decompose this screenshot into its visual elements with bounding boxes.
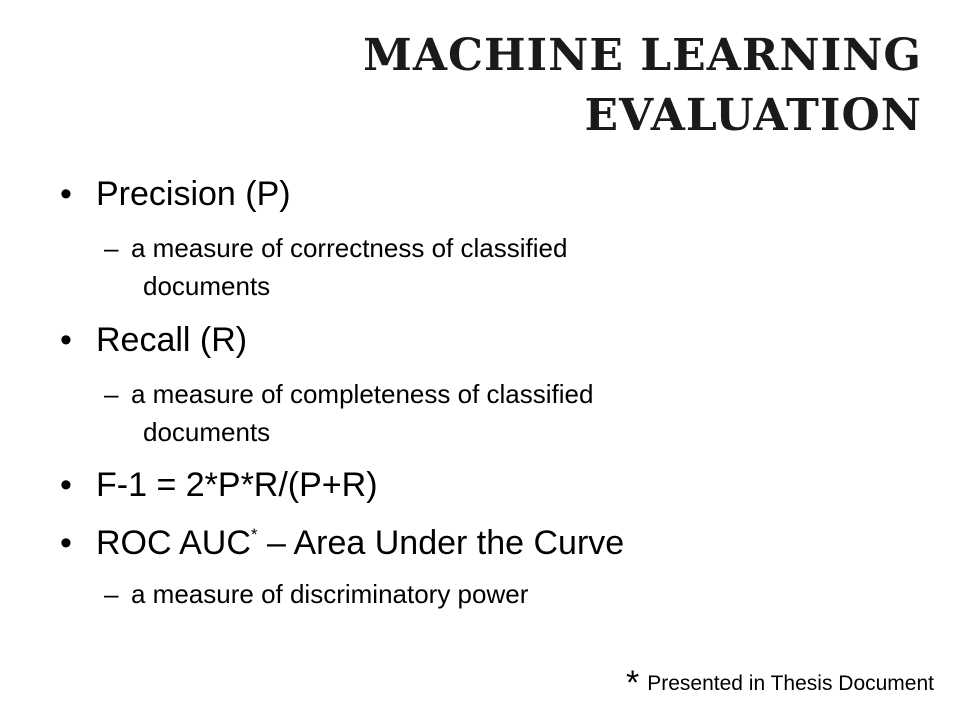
- sub-precision-line-2: documents: [143, 271, 271, 301]
- bullet-dot: •: [60, 524, 72, 562]
- bullet-dot: •: [60, 175, 72, 213]
- bullet-dot: •: [60, 321, 72, 359]
- footnote-text: Presented in Thesis Document: [647, 672, 934, 695]
- slide-title: [363, 26, 922, 146]
- footnote: [626, 660, 934, 702]
- bullet-roc-auc-text: [96, 524, 624, 563]
- bullet-f1-label: F-1 = 2*P*R/(P+R): [96, 466, 378, 504]
- sub-dash: –: [104, 379, 119, 409]
- slide-title-line-2: EVALUATION: [584, 90, 922, 141]
- bullet-roc-auc-label: ROC AUC: [96, 524, 251, 562]
- slide-title-line-1: MACHINE LEARNING: [363, 30, 922, 81]
- sub-dash: –: [104, 233, 119, 263]
- sub-recall-line-2: documents: [143, 417, 271, 447]
- sub-precision-line-1: a measure of correctness of classified: [131, 233, 568, 263]
- footnote-star: *: [626, 664, 640, 702]
- bullet-dot: •: [60, 466, 72, 504]
- sub-roc-auc-line-1: a measure of discriminatory power: [131, 579, 529, 609]
- bullet-recall-label: Recall (R): [96, 321, 248, 359]
- sub-recall-line-1: a measure of completeness of classified: [131, 379, 594, 409]
- footnote-marker: *: [250, 525, 258, 544]
- bullet-precision-label: Precision (P): [96, 175, 291, 213]
- bullet-roc-auc-label-rest: – Area Under the Curve: [257, 524, 625, 562]
- sub-dash: –: [104, 579, 119, 609]
